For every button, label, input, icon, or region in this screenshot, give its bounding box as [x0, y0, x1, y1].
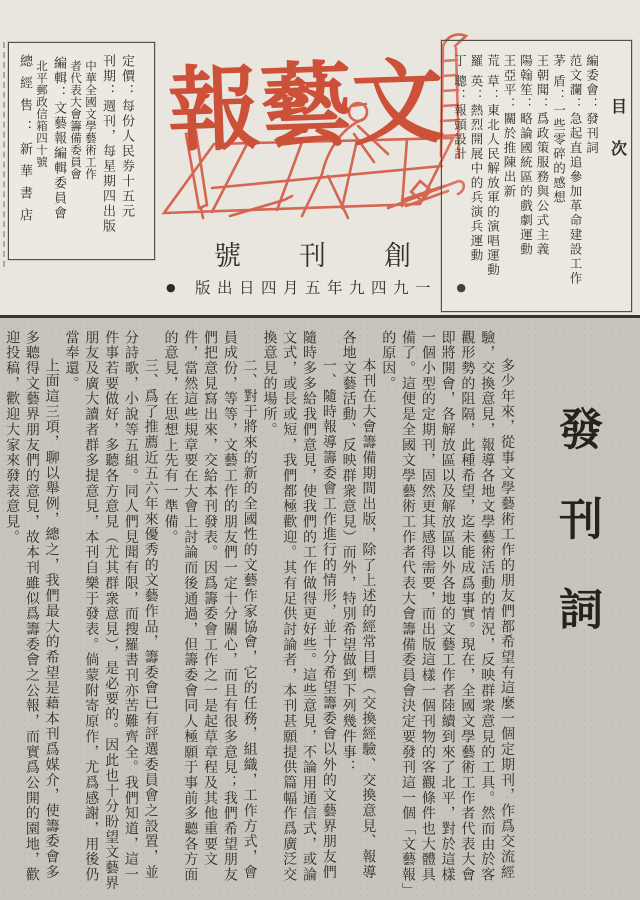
article-paragraph: 上面這三項，聊以舉例，總之，我們最大的希望是藉本刊爲媒介，使籌委會多多聽得文藝界朋友們的意見，故本刊雖似爲籌委會之公報，而實爲公開的園地，歡迎投稿，歡迎大家來發表意見。: [4, 330, 60, 883]
toc-title: 報頭設計: [452, 103, 468, 162]
toc-title: 發刊詞: [584, 112, 600, 156]
colophon-box: [8, 42, 155, 260]
article-title: 發刊詞: [551, 406, 602, 676]
toc-title: 關於推陳出新: [502, 112, 517, 199]
toc-columns: [451, 54, 628, 298]
toc-entry: 王亞平：關於推陳出新: [502, 54, 517, 199]
publication-date: 版出日四月五年九四九一: [194, 279, 437, 297]
masthead-title: 報藝文: [166, 47, 446, 165]
masthead-section: [0, 0, 640, 318]
toc-author: 荒 草: [485, 54, 501, 89]
toc-author: 范文瀾: [568, 54, 583, 98]
article-paragraph: 多少年來，從事文學藝術工作的朋友們都希望有這麼一個定期刊，作爲交流經驗，交換意見，報導各地文學藝術活動的情況，反映群衆意見的工具。然而由於客觀形勢的阻隔，此種希望，迄未能成爲事實。現在，全國文學藝術工作者代表大會即將開會，各解放區以及解放區以外各地的文藝工作者陸續到來了北平，對於這樣一個小型的定期刊，固然更其感得需要，而出版這樣一個刊物的客觀條件也大體具備了。這便是全國文學藝術工作者代表大會籌備委員會決定要發刊這一個「文藝報」的原因。: [380, 330, 515, 891]
colophon-columns: [15, 54, 136, 248]
article-paragraph: 一、隨時報導籌委會工作進行的情形，並十分希望籌委會以外的文藝界朋友們隨時多多給我們意見，使我們的工作做得更好些。這些意見，不論用通信式，或論文式，或長或短，我們都極歡迎。其有足供討論者，本刊甚願提供篇幅作爲廣泛交換意見的場所。: [261, 330, 337, 883]
toc-title: 熱烈開展中的兵演兵運動: [469, 103, 484, 263]
article-paragraph: 本刊在大會籌備期間出版，除了上述的經常目標（交換經驗、交換意見、報導各地文藝活動、反映群衆意見）而外，特別希望做到下列幾件事：: [340, 330, 377, 880]
masthead-title-text: [166, 47, 446, 165]
toc-title: 一些零碎的感想: [551, 103, 567, 205]
toc-title: 爲政策服務與公式主義: [535, 112, 550, 257]
article-section: [0, 318, 640, 900]
article-paragraph: 三、爲了推薦近五六年來優秀的文藝作品，籌委會已有評選委員會之設置，並分詩歌，小說等五組。同人們見聞有限，而搜羅書刊亦苦難齊全。我們知道，這一件事若要做好，多聽各方意見（尤其群衆意見），是必要的。因此也十分盼望文藝界朋友及廣大讀者群多提意見，本刊自樂于發表。倘蒙附寄原作，尤爲感謝，用後仍當奉還。: [63, 330, 159, 891]
toc-author: 編委會: [584, 54, 600, 98]
article-paragraph: 二、對于將來的新的全國性的文藝作家協會，它的任務，組織，工作方式，會員成份，等等，文藝工作的朋友們一定十分關心，而且有很多意見；我們希望朋友們把意見寫出來，交給本刊發表。因爲籌委會工作之一是起草章程及其他重要文件，當然這些規章要在大會上討論而後通過，但籌委會同人極願于事前多聽各方面的意見，在思想上先有一準備。: [162, 330, 258, 883]
masthead-illustration: [152, 16, 470, 234]
toc-author: 王朝聞: [535, 54, 550, 98]
colophon-mailbox: 北平郵政信箱四十號: [35, 60, 49, 168]
colophon-distributor: 總經售：新華書店: [17, 54, 32, 230]
toc-title: 急起直追參加革命建設工作: [568, 112, 583, 286]
issue-label: 號刊創: [214, 241, 469, 272]
bullet-icon: ●: [166, 280, 176, 294]
colophon-editor: 編輯：文藝報編輯委員會: [51, 56, 66, 221]
colophon-price: 定價：每份人民券十五元: [119, 54, 134, 219]
table-of-contents-box: [441, 40, 632, 312]
toc-author: 丁 聰: [452, 54, 468, 89]
toc-entry: 丁 聰：報頭設計: [452, 54, 468, 162]
toc-author: 羅 英: [469, 54, 484, 89]
toc-author: 茅 盾: [551, 54, 567, 89]
toc-header: 目次: [608, 98, 628, 182]
bullet-icon: ●: [456, 280, 466, 294]
colophon-editor-org-line2: 者代表大會籌備委員會: [69, 60, 83, 180]
publication-date-row: [166, 276, 466, 298]
masthead-logo: [152, 16, 470, 234]
foreword-article: [4, 330, 624, 892]
toc-entry: 編委會：發刊詞: [584, 54, 600, 156]
toc-entry: 陽翰笙：略論國統區的戲劇運動: [518, 54, 534, 257]
colophon-frequency: 刊期：週刊，每星期四出版: [100, 54, 115, 234]
toc-title: 東北人民解放軍的演唱運動: [485, 103, 501, 278]
toc-entry: 范文瀾：急起直追參加革命建設工作: [568, 54, 583, 286]
colophon-editor-org-line1: 中華全國文學藝術工作: [84, 60, 98, 180]
toc-author: 陽翰笙: [518, 54, 534, 98]
toc-entry: 羅 英：熱烈開展中的兵演兵運動: [469, 54, 484, 263]
toc-author: 王亞平: [502, 54, 517, 98]
toc-entry: 茅 盾：一些零碎的感想: [551, 54, 567, 205]
binding-edge-marks: [3, 42, 5, 267]
toc-entry: 王朝聞：爲政策服務與公式主義: [535, 54, 550, 257]
toc-title: 略論國統區的戲劇運動: [518, 112, 534, 257]
toc-entry: 荒 草：東北人民解放軍的演唱運動: [485, 54, 501, 278]
